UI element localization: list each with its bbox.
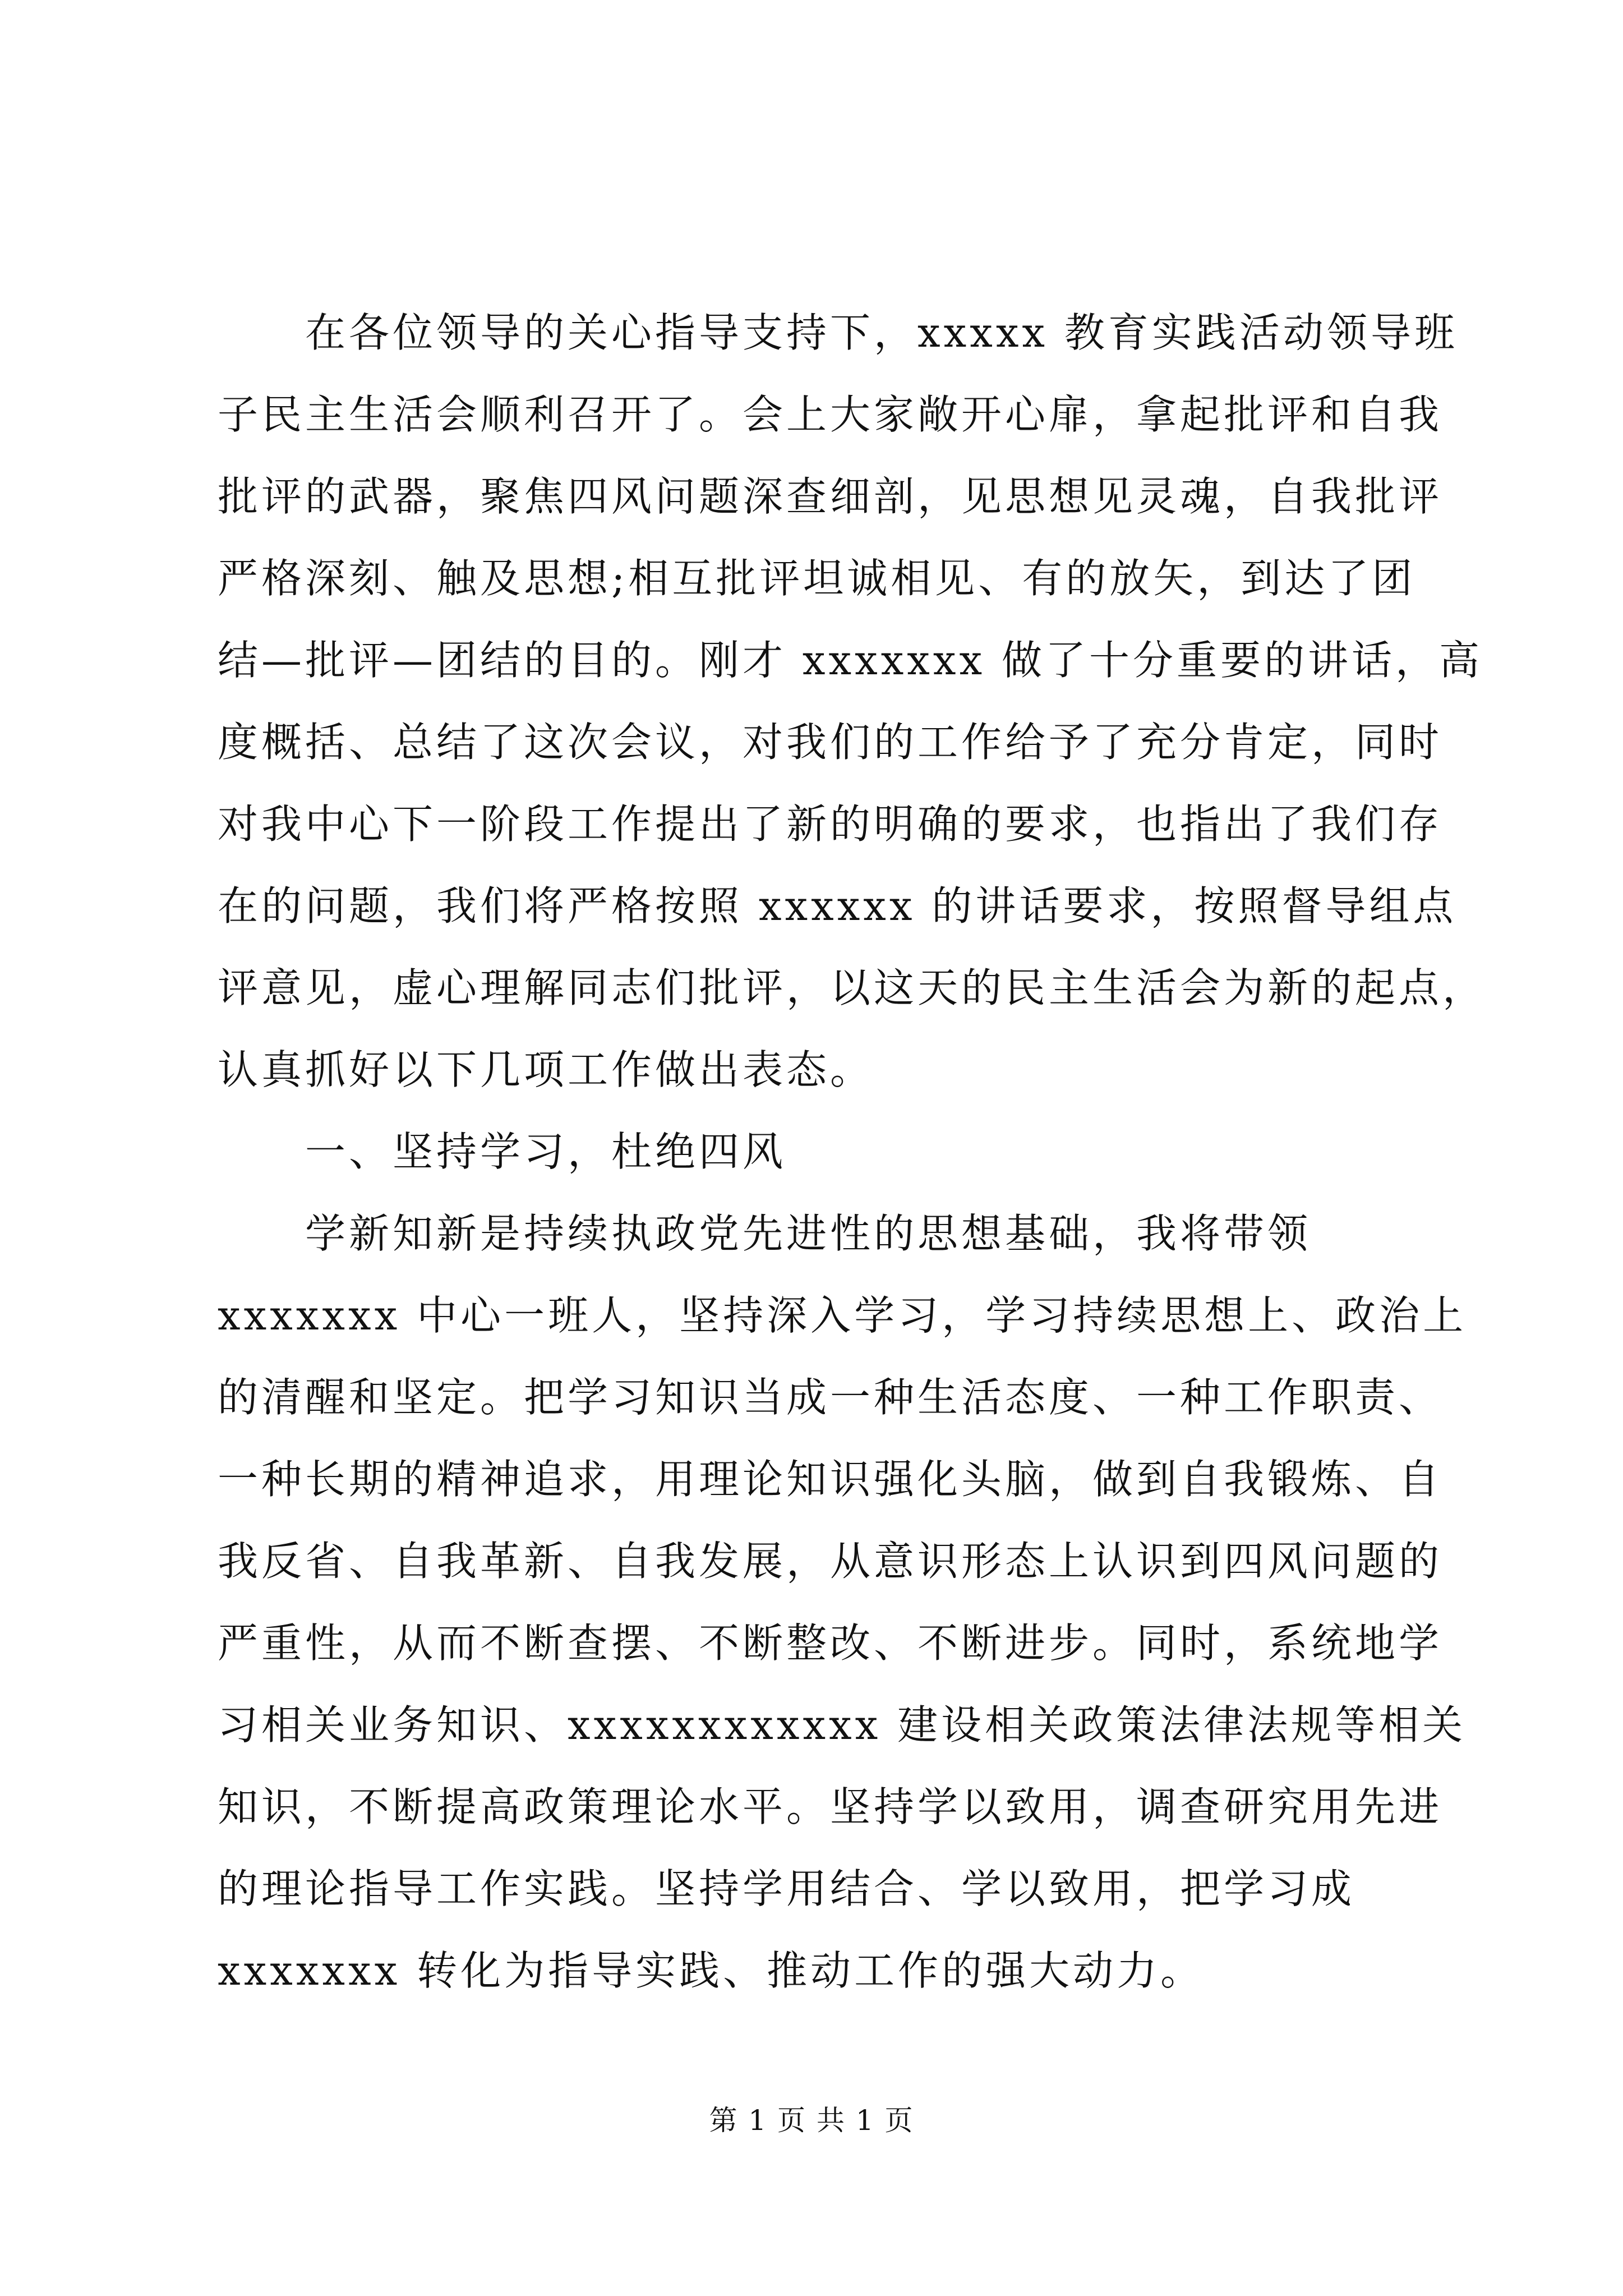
- text-line-14: 的清醒和坚定。把学习知识当成一种生活态度、一种工作职责、: [218, 1374, 1443, 1421]
- text-line-2: 子民主生活会顺利召开了。会上大家敞开心扉，拿起批评和自我: [218, 391, 1443, 438]
- document-body: [218, 292, 1487, 2012]
- text-line-4: 严格深刻、触及思想;相互批评坦诚相见、有的放矢，到达了团: [218, 555, 1416, 602]
- text-line-18: 习相关业务知识、xxxxxxxxxxxx 建设相关政策法律法规等相关: [218, 1701, 1467, 1749]
- text-line-19: 知识，不断提高政策理论水平。坚持学以致用，调查研究用先进: [218, 1783, 1443, 1830]
- text-line-21: xxxxxxx 转化为指导实践、推动工作的强大动力。: [218, 1947, 1205, 1994]
- text-line-20: 的理论指导工作实践。坚持学用结合、学以致用，把学习成: [218, 1865, 1355, 1912]
- text-line-3: 批评的武器，聚焦四风问题深查细剖，见思想见灵魂，自我批评: [218, 473, 1443, 520]
- text-line-10: 认真抓好以下几项工作做出表态。: [218, 1046, 874, 1093]
- text-line-12: 学新知新是持续执政党先进性的思想基础，我将带领: [218, 1210, 1312, 1257]
- text-line-5: 结—批评—团结的目的。刚才 xxxxxxx 做了十分重要的讲话，高: [218, 637, 1483, 684]
- text-line-9: 评意见，虚心理解同志们批评，以这天的民主生活会为新的起点，: [218, 964, 1487, 1011]
- text-line-16: 我反省、自我革新、自我发展，从意识形态上认识到四风问题的: [218, 1538, 1443, 1585]
- page-footer: 第 1 页 共 1 页: [709, 2104, 914, 2137]
- text-line-6: 度概括、总结了这次会议，对我们的工作给予了充分肯定，同时: [218, 719, 1443, 766]
- text-line-15: 一种长期的精神追求，用理论知识强化头脑，做到自我锻炼、自: [218, 1456, 1443, 1503]
- text-line-8: 在的问题，我们将严格按照 xxxxxx 的讲话要求，按照督导组点: [218, 882, 1457, 930]
- text-line-7: 对我中心下一阶段工作提出了新的明确的要求，也指出了我们存: [218, 800, 1443, 848]
- section-heading: 一、坚持学习，杜绝四风: [218, 1128, 787, 1175]
- text-line-13: xxxxxxx 中心一班人，坚持深入学习，学习持续思想上、政治上: [218, 1292, 1467, 1339]
- text-line-17: 严重性，从而不断查摆、不断整改、不断进步。同时，系统地学: [218, 1619, 1443, 1667]
- text-line-1: 在各位领导的关心指导支持下，xxxxx 教育实践活动领导班: [218, 309, 1458, 356]
